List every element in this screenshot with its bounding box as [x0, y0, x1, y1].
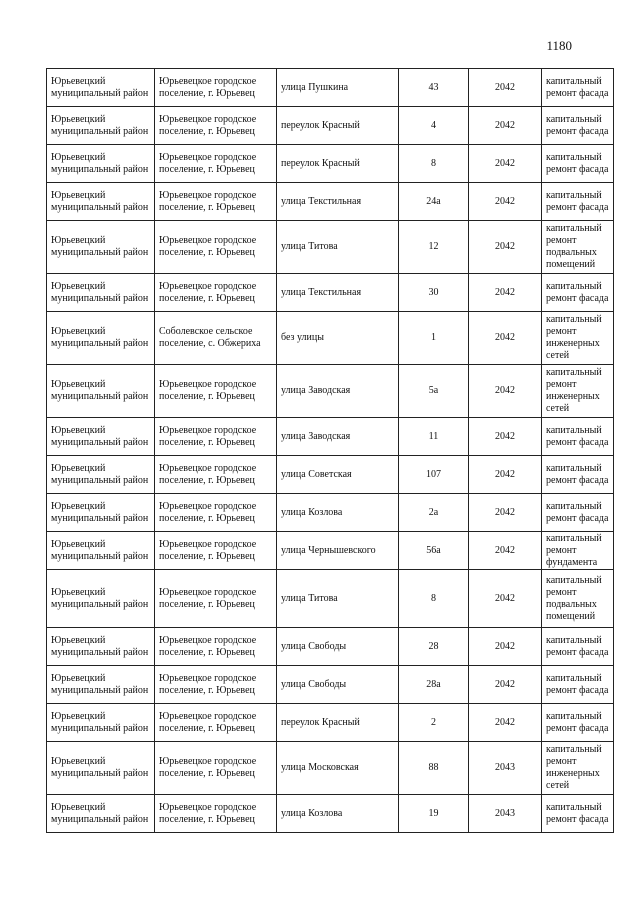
district-cell: Юрьевецкий муниципальный район: [47, 666, 155, 704]
house-number-cell: 28: [399, 628, 469, 666]
table-row: [47, 274, 614, 312]
settlement-cell: Юрьевецкое городское поселение, г. Юрьевец: [155, 365, 277, 418]
street-cell: улица Козлова: [277, 494, 399, 532]
district-cell: Юрьевецкий муниципальный район: [47, 456, 155, 494]
work-type-cell: капитальный ремонт фасада: [542, 107, 614, 145]
settlement-cell: Юрьевецкое городское поселение, г. Юрьевец: [155, 183, 277, 221]
settlement-cell: Юрьевецкое городское поселение, г. Юрьевец: [155, 145, 277, 183]
table-row: [47, 532, 614, 570]
year-cell: 2043: [469, 742, 542, 795]
year-cell: 2042: [469, 69, 542, 107]
work-type-cell: капитальный ремонт подвальных помещений: [542, 570, 614, 628]
work-type-cell: капитальный ремонт фасада: [542, 69, 614, 107]
table-row: [47, 704, 614, 742]
settlement-cell: Юрьевецкое городское поселение, г. Юрьевец: [155, 274, 277, 312]
table-row: [47, 742, 614, 795]
work-type-cell: капитальный ремонт инженерных сетей: [542, 312, 614, 365]
table-row: [47, 570, 614, 628]
street-cell: улица Советская: [277, 456, 399, 494]
year-cell: 2042: [469, 456, 542, 494]
street-cell: улица Текстильная: [277, 274, 399, 312]
year-cell: 2043: [469, 795, 542, 833]
house-number-cell: 2: [399, 704, 469, 742]
street-cell: переулок Красный: [277, 107, 399, 145]
district-cell: Юрьевецкий муниципальный район: [47, 795, 155, 833]
district-cell: Юрьевецкий муниципальный район: [47, 274, 155, 312]
district-cell: Юрьевецкий муниципальный район: [47, 69, 155, 107]
work-type-cell: капитальный ремонт фасада: [542, 494, 614, 532]
work-type-cell: капитальный ремонт фасада: [542, 274, 614, 312]
house-number-cell: 4: [399, 107, 469, 145]
work-type-cell: капитальный ремонт фасада: [542, 418, 614, 456]
settlement-cell: Юрьевецкое городское поселение, г. Юрьевец: [155, 418, 277, 456]
district-cell: Юрьевецкий муниципальный район: [47, 312, 155, 365]
house-number-cell: 30: [399, 274, 469, 312]
year-cell: 2042: [469, 183, 542, 221]
settlement-cell: Юрьевецкое городское поселение, г. Юрьевец: [155, 666, 277, 704]
district-cell: Юрьевецкий муниципальный район: [47, 742, 155, 795]
district-cell: Юрьевецкий муниципальный район: [47, 628, 155, 666]
street-cell: переулок Красный: [277, 704, 399, 742]
settlement-cell: Юрьевецкое городское поселение, г. Юрьевец: [155, 704, 277, 742]
district-cell: Юрьевецкий муниципальный район: [47, 145, 155, 183]
work-type-cell: капитальный ремонт фасада: [542, 795, 614, 833]
table-row: [47, 628, 614, 666]
street-cell: улица Свободы: [277, 628, 399, 666]
district-cell: Юрьевецкий муниципальный район: [47, 532, 155, 570]
work-type-cell: капитальный ремонт инженерных сетей: [542, 365, 614, 418]
street-cell: улица Чернышевского: [277, 532, 399, 570]
street-cell: улица Московская: [277, 742, 399, 795]
page-number: 1180: [546, 38, 572, 53]
street-cell: улица Свободы: [277, 666, 399, 704]
house-number-cell: 43: [399, 69, 469, 107]
table-row: [47, 365, 614, 418]
work-type-cell: капитальный ремонт инженерных сетей: [542, 742, 614, 795]
street-cell: улица Титова: [277, 570, 399, 628]
table-row: [47, 418, 614, 456]
street-cell: улица Пушкина: [277, 69, 399, 107]
street-cell: улица Титова: [277, 221, 399, 274]
housing-repair-table: [46, 68, 614, 833]
table-row: [47, 69, 614, 107]
district-cell: Юрьевецкий муниципальный район: [47, 704, 155, 742]
house-number-cell: 19: [399, 795, 469, 833]
table-row: [47, 494, 614, 532]
house-number-cell: 107: [399, 456, 469, 494]
house-number-cell: 5а: [399, 365, 469, 418]
street-cell: переулок Красный: [277, 145, 399, 183]
street-cell: улица Заводская: [277, 365, 399, 418]
year-cell: 2042: [469, 704, 542, 742]
table-row: [47, 145, 614, 183]
street-cell: улица Козлова: [277, 795, 399, 833]
house-number-cell: 12: [399, 221, 469, 274]
year-cell: 2042: [469, 365, 542, 418]
settlement-cell: Юрьевецкое городское поселение, г. Юрьевец: [155, 795, 277, 833]
settlement-cell: Юрьевецкое городское поселение, г. Юрьевец: [155, 532, 277, 570]
year-cell: 2042: [469, 418, 542, 456]
table-row: [47, 183, 614, 221]
house-number-cell: 8: [399, 570, 469, 628]
street-cell: улица Заводская: [277, 418, 399, 456]
district-cell: Юрьевецкий муниципальный район: [47, 494, 155, 532]
settlement-cell: Юрьевецкое городское поселение, г. Юрьевец: [155, 221, 277, 274]
work-type-cell: капитальный ремонт подвальных помещений: [542, 221, 614, 274]
year-cell: 2042: [469, 532, 542, 570]
district-cell: Юрьевецкий муниципальный район: [47, 570, 155, 628]
house-number-cell: 11: [399, 418, 469, 456]
settlement-cell: Юрьевецкое городское поселение, г. Юрьевец: [155, 628, 277, 666]
work-type-cell: капитальный ремонт фасада: [542, 145, 614, 183]
house-number-cell: 1: [399, 312, 469, 365]
settlement-cell: Юрьевецкое городское поселение, г. Юрьевец: [155, 456, 277, 494]
house-number-cell: 24а: [399, 183, 469, 221]
house-number-cell: 88: [399, 742, 469, 795]
settlement-cell: Юрьевецкое городское поселение, г. Юрьевец: [155, 69, 277, 107]
district-cell: Юрьевецкий муниципальный район: [47, 418, 155, 456]
year-cell: 2042: [469, 628, 542, 666]
work-type-cell: капитальный ремонт фундамента: [542, 532, 614, 570]
table-row: [47, 221, 614, 274]
year-cell: 2042: [469, 221, 542, 274]
settlement-cell: Юрьевецкое городское поселение, г. Юрьевец: [155, 742, 277, 795]
house-number-cell: 28а: [399, 666, 469, 704]
settlement-cell: Юрьевецкое городское поселение, г. Юрьевец: [155, 570, 277, 628]
work-type-cell: капитальный ремонт фасада: [542, 704, 614, 742]
year-cell: 2042: [469, 145, 542, 183]
district-cell: Юрьевецкий муниципальный район: [47, 183, 155, 221]
house-number-cell: 8: [399, 145, 469, 183]
house-number-cell: 2а: [399, 494, 469, 532]
year-cell: 2042: [469, 312, 542, 365]
district-cell: Юрьевецкий муниципальный район: [47, 107, 155, 145]
year-cell: 2042: [469, 494, 542, 532]
table-row: [47, 312, 614, 365]
year-cell: 2042: [469, 570, 542, 628]
district-cell: Юрьевецкий муниципальный район: [47, 221, 155, 274]
table-row: [47, 107, 614, 145]
house-number-cell: 56а: [399, 532, 469, 570]
settlement-cell: Юрьевецкое городское поселение, г. Юрьевец: [155, 107, 277, 145]
work-type-cell: капитальный ремонт фасада: [542, 666, 614, 704]
district-cell: Юрьевецкий муниципальный район: [47, 365, 155, 418]
street-cell: улица Текстильная: [277, 183, 399, 221]
work-type-cell: капитальный ремонт фасада: [542, 183, 614, 221]
table-body: [47, 69, 614, 833]
settlement-cell: Юрьевецкое городское поселение, г. Юрьевец: [155, 494, 277, 532]
year-cell: 2042: [469, 107, 542, 145]
year-cell: 2042: [469, 666, 542, 704]
settlement-cell: Соболевское сельское поселение, с. Обжериха: [155, 312, 277, 365]
table-row: [47, 456, 614, 494]
table-row: [47, 666, 614, 704]
work-type-cell: капитальный ремонт фасада: [542, 456, 614, 494]
table-row: [47, 795, 614, 833]
year-cell: 2042: [469, 274, 542, 312]
street-cell: без улицы: [277, 312, 399, 365]
work-type-cell: капитальный ремонт фасада: [542, 628, 614, 666]
